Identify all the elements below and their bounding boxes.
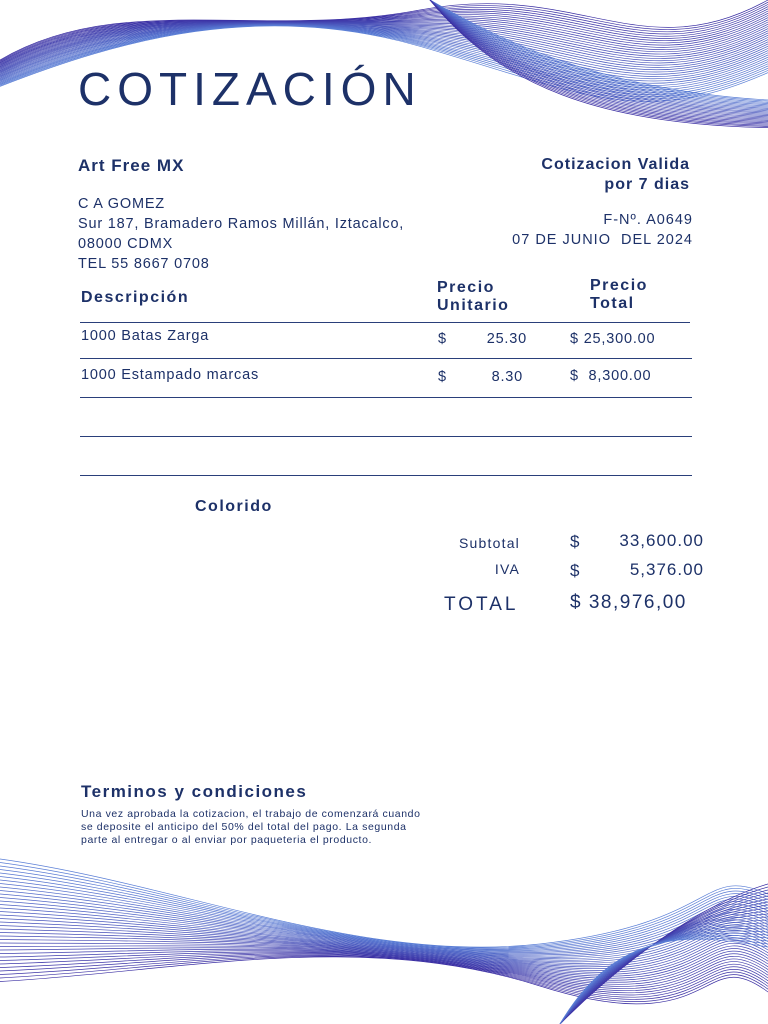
- table-row-divider: [80, 358, 692, 359]
- quote-date: 07 DE JUNIO DEL 2024: [512, 232, 693, 248]
- iva-label: IVA: [494, 561, 520, 577]
- subtotal-currency: $: [570, 532, 580, 551]
- terms-text: Una vez aprobada la cotizacion, el trabajo de comenzará cuando se deposite el anticipo del 50% del total del pago. La segunda parte al entregar o al enviar por paqueteria el producto.: [81, 808, 421, 846]
- row-description: 1000 Estampado marcas: [81, 367, 259, 383]
- wave-line: [0, 863, 768, 948]
- company-name: Art Free MX: [78, 156, 185, 175]
- row-currency: $: [438, 369, 447, 385]
- client-address-line-1: Sur 187, Bramadero Ramos Millán, Iztacalco,: [78, 216, 405, 232]
- header-total-price-line-1: Precio: [590, 277, 648, 294]
- wave-line: [560, 893, 768, 1024]
- client-phone: TEL 55 8667 0708: [78, 256, 210, 272]
- terms-title: Terminos y condiciones: [81, 782, 308, 801]
- wave-line: [560, 887, 768, 1024]
- table-row-divider: [80, 475, 692, 476]
- document-title: COTIZACIÓN: [78, 63, 422, 115]
- folio-number: F-Nº. A0649: [603, 212, 693, 228]
- row-total: $ 8,300.00: [570, 368, 652, 384]
- table-row-divider: [80, 397, 692, 398]
- total-label: TOTAL: [444, 594, 519, 615]
- wave-line: [0, 953, 768, 993]
- table-row-divider: [80, 436, 692, 437]
- wave-line: [0, 955, 768, 998]
- validity-line-2: por 7 dias: [604, 176, 690, 193]
- wave-line: [560, 929, 768, 1024]
- table-header-divider: [80, 322, 690, 323]
- header-total-price-line-2: Total: [590, 295, 635, 312]
- validity-line-1: Cotizacion Valida: [541, 156, 690, 173]
- subtotal-value: 33,600.00: [619, 531, 704, 550]
- wave-line: [560, 933, 768, 1024]
- wave-line: [430, 0, 768, 119]
- header-total-price: [590, 277, 648, 313]
- header-unit-price-line-1: Precio: [437, 279, 495, 296]
- validity-note: [430, 155, 690, 195]
- wave-line: [0, 955, 768, 999]
- iva-currency: $: [570, 561, 580, 580]
- client-address-line-2: 08000 CDMX: [78, 236, 174, 252]
- row-unit-price: 25.30: [486, 331, 527, 347]
- row-unit-price: 8.30: [491, 369, 523, 385]
- header-unit-price-line-2: Unitario: [437, 297, 510, 314]
- total-value: $ 38,976,00: [570, 592, 687, 613]
- header-description: Descripción: [81, 289, 190, 306]
- iva-value: 5,376.00: [629, 560, 704, 579]
- client-name: C A GOMEZ: [78, 196, 165, 212]
- row-description: 1000 Batas Zarga: [81, 328, 210, 344]
- row-currency: $: [438, 331, 447, 347]
- wave-decoration-bottom: [0, 844, 768, 1024]
- header-unit-price: [437, 279, 509, 315]
- row-total: $ 25,300.00: [570, 331, 656, 347]
- subtotal-label: Subtotal: [459, 535, 520, 551]
- colorido-section-title: Colorido: [195, 498, 273, 515]
